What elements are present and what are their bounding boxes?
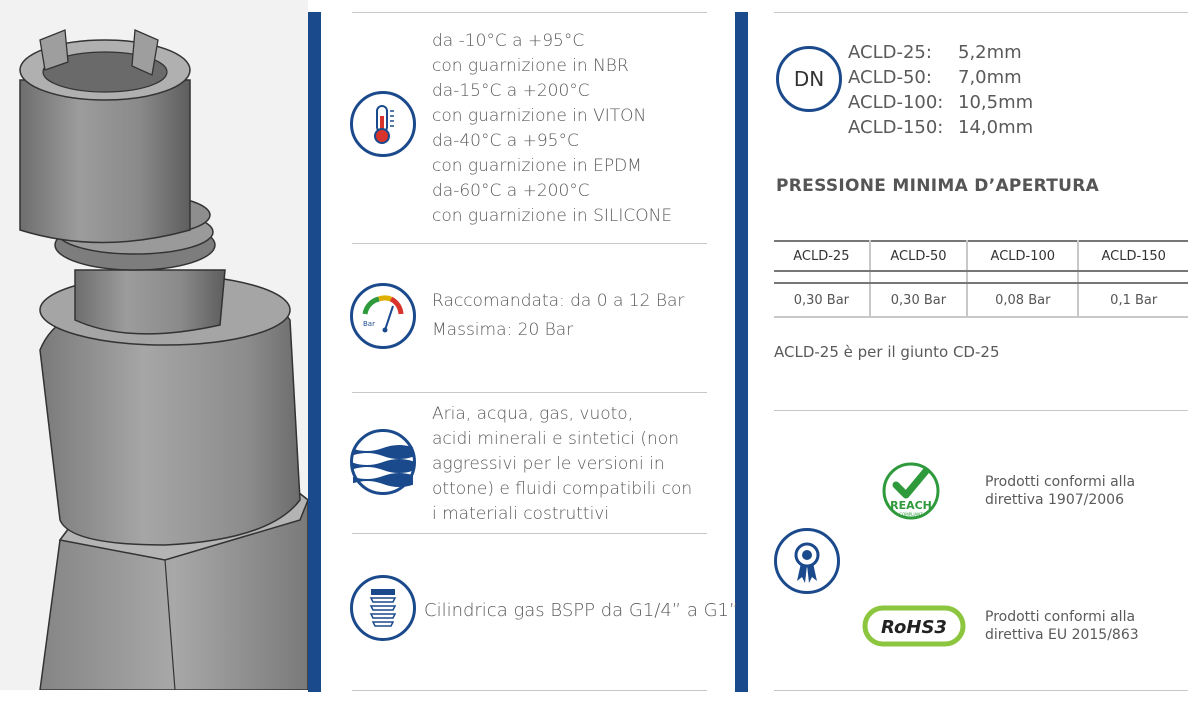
min-pressure-table — [774, 240, 1188, 318]
dn-size: 5,2mm — [958, 42, 1022, 63]
left-accent-bar — [308, 12, 321, 692]
divider — [352, 533, 707, 534]
table-row — [774, 283, 1188, 317]
temperature-line: da-15°C a +200°C — [432, 81, 590, 101]
divider — [774, 410, 1188, 411]
divider — [352, 690, 707, 691]
divider — [774, 690, 1188, 691]
fluids-text — [432, 402, 692, 527]
award-ribbon-icon — [774, 528, 840, 594]
dn-row — [848, 65, 1033, 90]
divider — [352, 392, 707, 393]
dn-size: 7,0mm — [958, 67, 1022, 88]
fluids-line: Aria, acqua, gas, vuoto, — [432, 404, 634, 424]
divider — [352, 243, 707, 244]
dn-row — [848, 90, 1033, 115]
table-cell: 0,1 Bar — [1078, 283, 1188, 317]
fluids-line: ottone) e fluidi compatibili con — [432, 479, 693, 499]
fluids-line: acidi minerali e sintetici (non — [432, 429, 679, 449]
reach-line: direttiva 1907/2006 — [985, 492, 1124, 508]
product-image — [0, 0, 308, 690]
pressure-gauge-icon — [350, 283, 416, 349]
table-cell: 0,08 Bar — [967, 283, 1078, 317]
dn-badge: DN — [776, 46, 842, 112]
pressure-line: Raccomandata: da 0 a 12 Bar — [432, 291, 685, 311]
rohs-text — [985, 608, 1139, 644]
table-header-row — [774, 241, 1188, 271]
temperature-line: da-40°C a +95°C — [432, 131, 579, 151]
dn-list — [848, 40, 1033, 140]
rohs-logo-word: RoHS3 — [881, 617, 947, 638]
dn-model: ACLD-25: — [848, 42, 932, 63]
rohs-line: Prodotti conformi alla — [985, 609, 1136, 625]
reach-logo-sub: COMPLIANT — [899, 512, 923, 517]
min-pressure-title: PRESSIONE MINIMA D’APERTURA — [776, 176, 1100, 196]
thread-icon — [350, 575, 416, 641]
table-header-cell: ACLD-100 — [967, 241, 1078, 271]
dn-size: 14,0mm — [958, 117, 1034, 138]
rohs-line: direttiva EU 2015/863 — [985, 627, 1139, 643]
reach-logo-word: REACH — [890, 499, 932, 512]
table-header-cell: ACLD-25 — [774, 241, 870, 271]
reach-line: Prodotti conformi alla — [985, 474, 1136, 490]
gauge-label: Bar — [363, 320, 375, 328]
table-header-cell: ACLD-150 — [1078, 241, 1188, 271]
temperature-line: con guarnizione in SILICONE — [432, 206, 673, 226]
pressure-line: Massima: 20 Bar — [432, 320, 574, 340]
fluids-line: aggressivi per le versioni in — [432, 454, 665, 474]
table-spacer-row — [774, 271, 1188, 283]
fluids-line: i materiali costruttivi — [432, 504, 610, 524]
temperature-line: da -10°C a +95°C — [432, 31, 585, 51]
dn-model: ACLD-50: — [848, 67, 932, 88]
thread-text: Cilindrica gas BSPP da G1/4” a G1” — [424, 600, 739, 621]
dn-model: ACLD-100: — [848, 92, 944, 113]
rohs-logo — [862, 605, 966, 647]
min-pressure-note: ACLD-25 è per il giunto CD-25 — [774, 343, 1000, 361]
fluid-waves-icon — [350, 429, 416, 495]
reach-logo — [882, 457, 940, 525]
table-cell: 0,30 Bar — [870, 283, 967, 317]
temperature-line: da-60°C a +200°C — [432, 181, 590, 201]
temperature-line: con guarnizione in NBR — [432, 56, 629, 76]
thermometer-icon — [350, 91, 416, 157]
pressure-text — [432, 287, 684, 345]
dn-row — [848, 115, 1033, 140]
dn-model: ACLD-150: — [848, 117, 944, 138]
divider — [774, 12, 1188, 13]
table-cell: 0,30 Bar — [774, 283, 870, 317]
temperature-text — [432, 29, 672, 229]
temperature-line: con guarnizione in EPDM — [432, 156, 642, 176]
temperature-line: con guarnizione in VITON — [432, 106, 647, 126]
dn-row — [848, 40, 1033, 65]
reach-text — [985, 473, 1135, 509]
table-header-cell: ACLD-50 — [870, 241, 967, 271]
dn-size: 10,5mm — [958, 92, 1034, 113]
middle-accent-bar — [735, 12, 748, 692]
divider — [352, 12, 707, 13]
